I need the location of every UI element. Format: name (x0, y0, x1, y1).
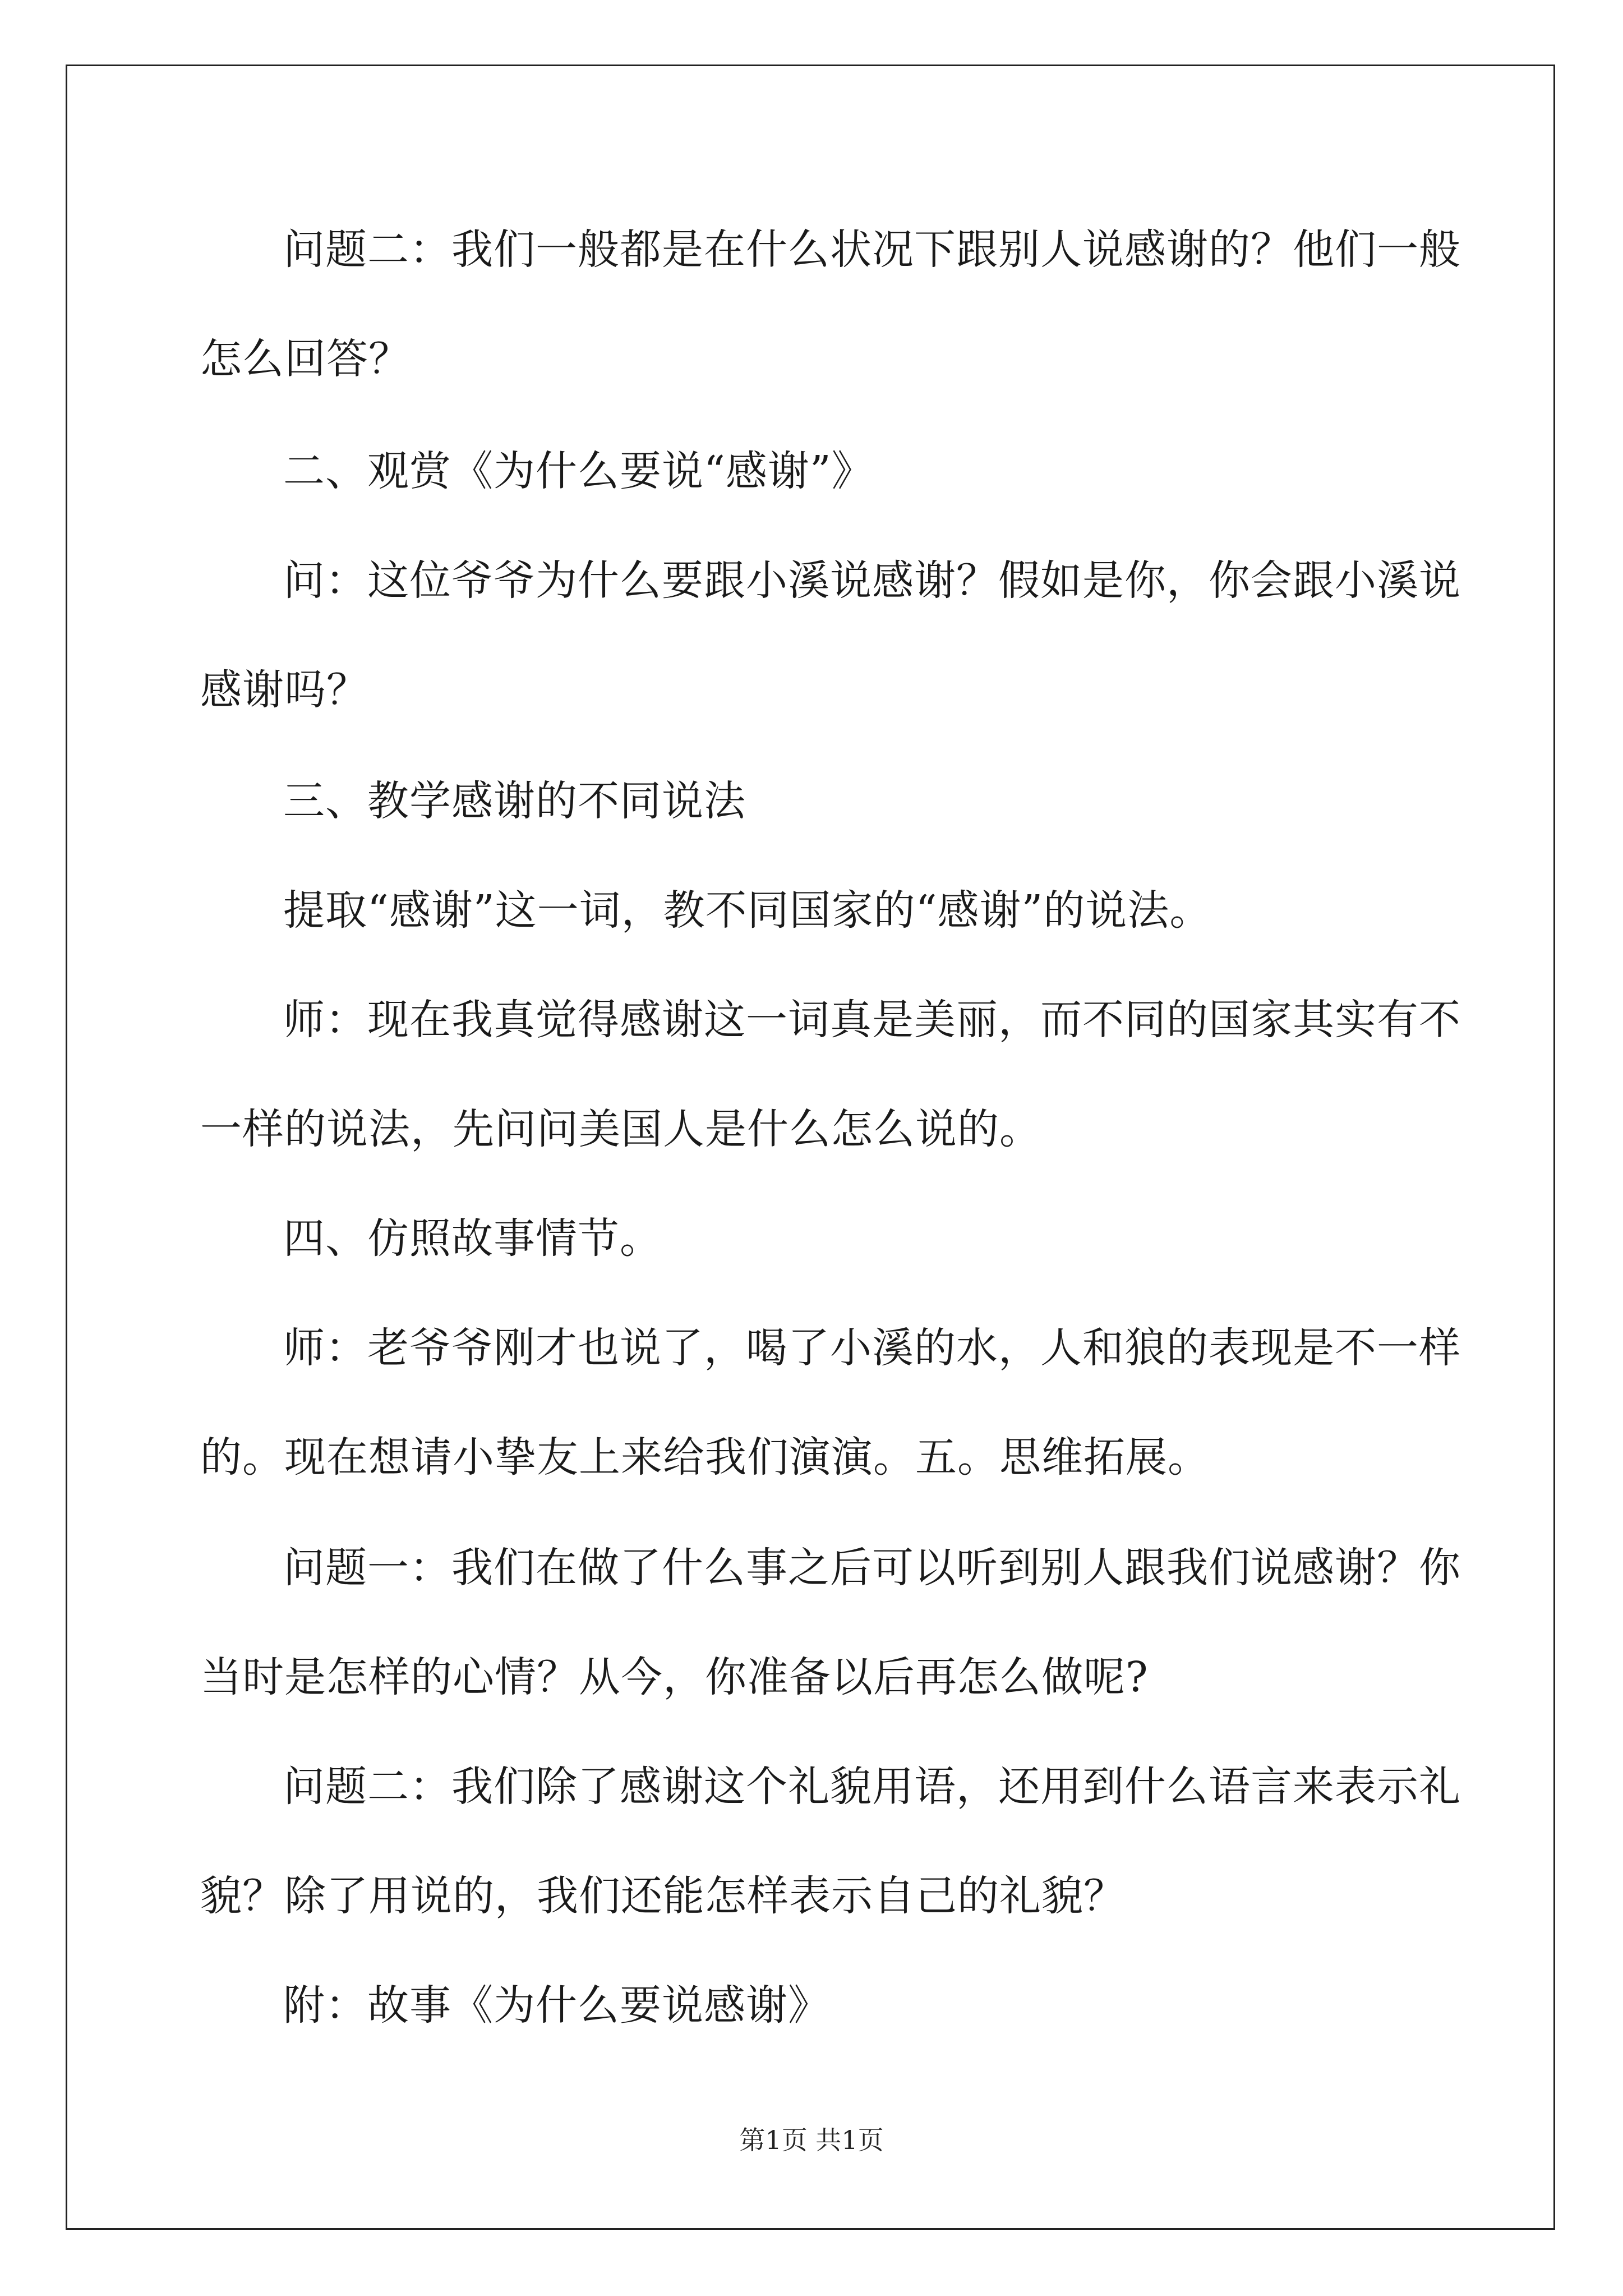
text-line: 感谢吗？ (200, 666, 368, 714)
text-line: 貌？除了用说的，我们还能怎样表示自己的礼貌？ (200, 1872, 1126, 1920)
text-line: 当时是怎样的心情？从今，你准备以后再怎么做呢? (200, 1653, 1149, 1701)
text-line: 问题一：我们在做了什么事之后可以听到别人跟我们说感谢？你 (283, 1544, 1461, 1592)
text-line: 师：老爷爷刚才也说了，喝了小溪的水，人和狼的表现是不一样 (283, 1324, 1461, 1372)
text-line: 问：这位爷爷为什么要跟小溪说感谢？假如是你，你会跟小溪说 (283, 556, 1461, 605)
text-line: 问题二：我们一般都是在什么状况下跟别人说感谢的？他们一般 (283, 226, 1461, 274)
text-line: 师：现在我真觉得感谢这一词真是美丽，而不同的国家其实有不 (283, 996, 1461, 1044)
text-line: 问题二：我们除了感谢这个礼貌用语，还用到什么语言来表示礼 (283, 1763, 1461, 1811)
text-line: 一样的说法，先问问美国人是什么怎么说的。 (200, 1105, 1041, 1153)
text-line: 提取“感谢”这一词，教不同国家的“感谢”的说法。 (283, 886, 1212, 935)
text-line: 三、教学感谢的不同说法 (283, 777, 746, 825)
text-line: 四、仿照故事情节。 (283, 1214, 662, 1263)
text-line: 附：故事《为什么要说感谢》 (283, 1981, 830, 2030)
text-line: 的。现在想请小挚友上来给我们演演。五。思维拓展。 (200, 1433, 1210, 1481)
page-number-footer: 第1页 共1页 (739, 2125, 884, 2155)
text-line: 二、观赏《为什么要说“感谢”》 (283, 447, 874, 495)
text-line: 怎么回答？ (200, 335, 411, 383)
